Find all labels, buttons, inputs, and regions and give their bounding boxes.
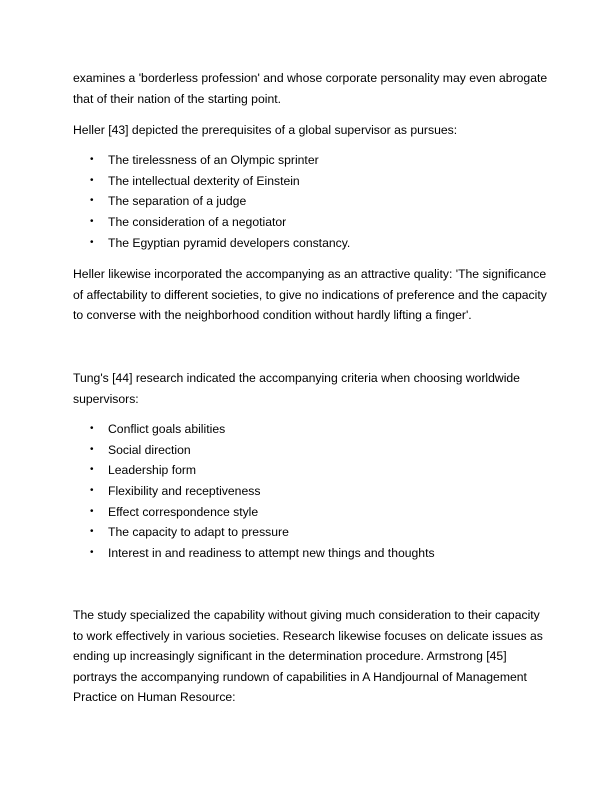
heller-prerequisites-list <box>73 150 553 253</box>
list-item <box>73 233 553 254</box>
bullet-icon: • <box>90 526 94 538</box>
list-item-text: The Egyptian pyramid developers constancy. <box>108 235 351 250</box>
bullet-icon: • <box>90 154 94 165</box>
list-item <box>73 191 553 212</box>
bullet-icon: • <box>90 423 94 434</box>
list-item <box>73 171 553 192</box>
list-item <box>73 212 553 233</box>
list-item <box>73 440 553 461</box>
list-item-text: The separation of a judge <box>108 194 247 209</box>
bullet-icon: • <box>90 485 94 497</box>
list-item-text: The consideration of a negotiator <box>108 215 287 230</box>
list-item-text: The intellectual dexterity of Einstein <box>108 173 300 188</box>
list-item-text: Conflict goals abilities <box>108 422 226 436</box>
list-item-text: Social direction <box>108 442 191 457</box>
bullet-icon: • <box>90 505 94 517</box>
list-item-text: The tirelessness of an Olympic sprinter <box>108 153 319 167</box>
list-item-text: Effect correspondence style <box>108 504 259 519</box>
list-item <box>73 522 553 543</box>
list-item <box>73 543 553 564</box>
list-item <box>73 502 553 523</box>
bullet-icon: • <box>90 443 94 455</box>
list-item-text: Interest in and readiness to attempt new things and thoughts <box>108 546 435 561</box>
tung-criteria-list <box>73 419 553 564</box>
bullet-icon: • <box>90 195 94 207</box>
list-item-text: The capacity to adapt to pressure <box>108 525 289 540</box>
bullet-icon: • <box>90 216 94 228</box>
paragraph-study-capability: The study specialized the capability without giving much consideration to their capacity to work effectively in various societies. Research likewise focuses on delicate issues as ending up increasingly significant in the determination procedure. Armstrong [45] portrays the accompanying rundown of capabilities in A Handjournal of Management Practice on Human Resource: <box>73 608 543 704</box>
list-item-text: Flexibility and receptiveness <box>108 484 261 499</box>
list-item <box>73 419 553 440</box>
bullet-icon: • <box>90 236 94 248</box>
list-item <box>73 150 553 171</box>
paragraph-heller-attractive-quality: Heller likewise incorporated the accompanying as an attractive quality: 'The significance of affectability to different societies, to give no indications of preference and the capacity to converse with the neighborhood condition without hardly lifting a finger'. <box>73 267 547 322</box>
paragraph-borderless-profession: examines a 'borderless profession' and whose corporate personality may even abrogate that of their nation of the starting point. <box>73 71 548 106</box>
bullet-icon: • <box>90 174 94 186</box>
paragraph-heller-prerequisites: Heller [43] depicted the prerequisites of a global supervisor as pursues: <box>73 123 458 137</box>
list-item-text: Leadership form <box>108 463 197 478</box>
bullet-icon: • <box>90 547 94 559</box>
paragraph-tung-research: Tung's [44] research indicated the accompanying criteria when choosing worldwide supervisors: <box>73 371 520 406</box>
list-item <box>73 481 553 502</box>
list-item <box>73 460 553 481</box>
bullet-icon: • <box>90 464 94 476</box>
